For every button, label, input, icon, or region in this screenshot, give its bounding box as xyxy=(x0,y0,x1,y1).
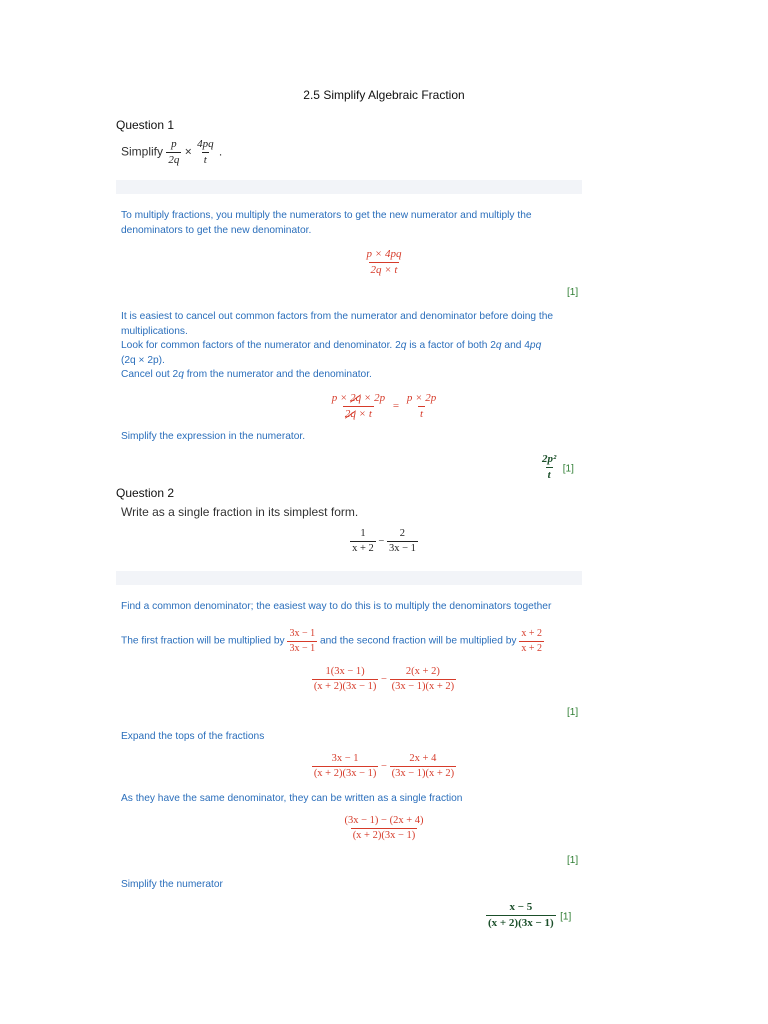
answer-divider-band xyxy=(116,180,582,194)
single-fraction xyxy=(342,815,425,842)
q2-mark-1: [1] xyxy=(567,707,579,718)
explanation-line: (2q × 2p). xyxy=(121,354,165,366)
working-fraction-2 xyxy=(390,753,457,780)
fraction-numerator: 1(3x − 1) xyxy=(325,666,365,677)
fraction-numerator: 2(x + 2) xyxy=(405,666,440,677)
fraction-denominator: 3x − 1 xyxy=(388,543,416,555)
q1-answer xyxy=(540,453,574,481)
cancel-fraction xyxy=(330,392,387,420)
minus-sign: − xyxy=(381,760,387,772)
q2-explanation-5: Simplify the numerator xyxy=(121,879,223,890)
fraction-numerator: x − 5 xyxy=(509,901,533,913)
multiplier-fraction-1 xyxy=(287,628,317,654)
q1-explanation-2 xyxy=(121,310,581,383)
prompt-fraction-1 xyxy=(166,138,181,166)
q1-mark-1: [1] xyxy=(567,287,579,298)
fraction-denominator xyxy=(343,406,374,421)
fraction-numerator: 4pq xyxy=(197,138,214,150)
q2-working-3 xyxy=(0,815,768,842)
minus-sign: − xyxy=(381,673,387,685)
q2-expression xyxy=(0,528,768,555)
fraction-denominator: 2q × t xyxy=(370,263,398,276)
text-span: q xyxy=(178,369,184,381)
fraction-denominator: 2q xyxy=(168,153,180,166)
q1-explanation-1: To multiply fractions, you multiply the numerators to get the new numerator and multiply the denominators to get the new denominator. xyxy=(121,210,532,236)
answer-fraction xyxy=(540,453,558,481)
q2-explanation-1: Find a common denominator; the easiest way to do this is to multiply the denominators together xyxy=(121,601,552,612)
q2-mark-2: [1] xyxy=(567,855,579,866)
text-span: from the numerator and the denominator. xyxy=(183,369,372,381)
text-span: The first fraction will be multiplied by xyxy=(121,635,285,647)
question-2-prompt: Write as a single fraction in its simplest form. xyxy=(121,505,359,519)
fraction-denominator: (x + 2)(3x − 1) xyxy=(488,916,554,929)
product-fraction xyxy=(365,248,404,276)
minus-sign: − xyxy=(378,535,385,547)
fraction-denominator: 3x − 1 xyxy=(289,642,316,654)
fraction-denominator: (3x − 1)(x + 2) xyxy=(391,681,455,693)
answer-divider-band xyxy=(116,571,582,585)
multiplier-fraction-2 xyxy=(519,628,544,654)
q1-mark-2: [1] xyxy=(562,463,574,475)
expr-fraction-1 xyxy=(350,528,376,555)
question-2-heading: Question 2 xyxy=(116,486,175,500)
text-span: q xyxy=(400,340,407,352)
fraction-denominator: t xyxy=(547,468,551,481)
fraction-numerator: p × 4pq xyxy=(366,248,402,260)
fraction-numerator: 3x − 1 xyxy=(289,628,316,639)
fraction-numerator: 2x + 4 xyxy=(409,753,437,764)
working-fraction-1 xyxy=(312,753,379,780)
fraction-denominator: x + 2 xyxy=(521,642,542,654)
text-span: × t xyxy=(355,407,372,420)
q1-working-1 xyxy=(0,248,768,276)
fraction-denominator: t xyxy=(203,153,207,166)
text-span: × 2p xyxy=(361,392,386,404)
prompt-period: . xyxy=(218,144,223,159)
fraction-numerator: (3x − 1) − (2x + 4) xyxy=(344,815,424,826)
explanation-line xyxy=(121,339,581,354)
equals-sign: = xyxy=(392,399,400,412)
q2-answer xyxy=(486,901,571,929)
q1-working-2 xyxy=(0,392,768,420)
text-span: q xyxy=(495,340,502,352)
q2-explanation-4: As they have the same denominator, they can be written as a single fraction xyxy=(121,793,463,804)
fraction-denominator: (x + 2)(3x − 1) xyxy=(313,768,377,780)
q2-mark-3: [1] xyxy=(560,911,572,923)
q2-working-1 xyxy=(0,666,768,693)
question-1-heading: Question 1 xyxy=(116,118,175,132)
cancelled-term: 2q xyxy=(350,392,362,404)
prompt-fraction-2 xyxy=(195,138,216,166)
fraction-denominator: (3x − 1)(x + 2) xyxy=(391,768,455,780)
text-span: Look for common factors of the numerator and denominator. 2 xyxy=(121,340,401,352)
fraction-numerator: x + 2 xyxy=(521,628,542,639)
working-fraction-2 xyxy=(390,666,457,693)
explanation-line xyxy=(121,368,581,383)
fraction-denominator: (x + 2)(3x − 1) xyxy=(352,830,416,842)
q2-explanation-3: Expand the tops of the fractions xyxy=(121,731,265,742)
cancelled-term: 2q xyxy=(344,407,356,420)
q1-explanation-3: Simplify the expression in the numerator. xyxy=(121,431,306,442)
fraction-numerator: 1 xyxy=(360,528,366,539)
fraction-denominator: x + 2 xyxy=(352,543,374,555)
fraction-numerator: 2p² xyxy=(542,453,557,465)
fraction-numerator: p × 2p xyxy=(406,392,437,404)
q2-explanation-2 xyxy=(121,628,583,654)
prompt-word: Simplify xyxy=(121,144,164,159)
page-title: 2.5 Simplify Algebraic Fraction xyxy=(303,88,465,102)
text-span: is a factor of both 2 xyxy=(406,340,496,352)
result-fraction xyxy=(405,392,438,420)
fraction-numerator xyxy=(330,392,387,406)
explanation-line: It is easiest to cancel out common factors from the numerator and denominator before doing the multiplications. xyxy=(121,311,554,337)
answer-fraction xyxy=(486,901,556,929)
text-span: pq xyxy=(529,340,542,352)
fraction-numerator: 3x − 1 xyxy=(331,753,359,764)
expr-fraction-2 xyxy=(387,528,418,555)
text-span: Cancel out 2 xyxy=(121,369,179,381)
text-span: and 4 xyxy=(501,340,530,352)
working-fraction-1 xyxy=(312,666,379,693)
multiply-sign: × xyxy=(184,144,192,159)
fraction-numerator: 2 xyxy=(399,528,406,539)
fraction-denominator: t xyxy=(420,407,424,420)
fraction-numerator: p xyxy=(171,138,177,150)
q2-working-2 xyxy=(0,753,768,780)
text-span: p × xyxy=(331,392,351,404)
text-span: and the second fraction will be multiplied by xyxy=(319,635,517,647)
fraction-denominator: (x + 2)(3x − 1) xyxy=(313,681,377,693)
question-1-prompt xyxy=(121,138,222,166)
